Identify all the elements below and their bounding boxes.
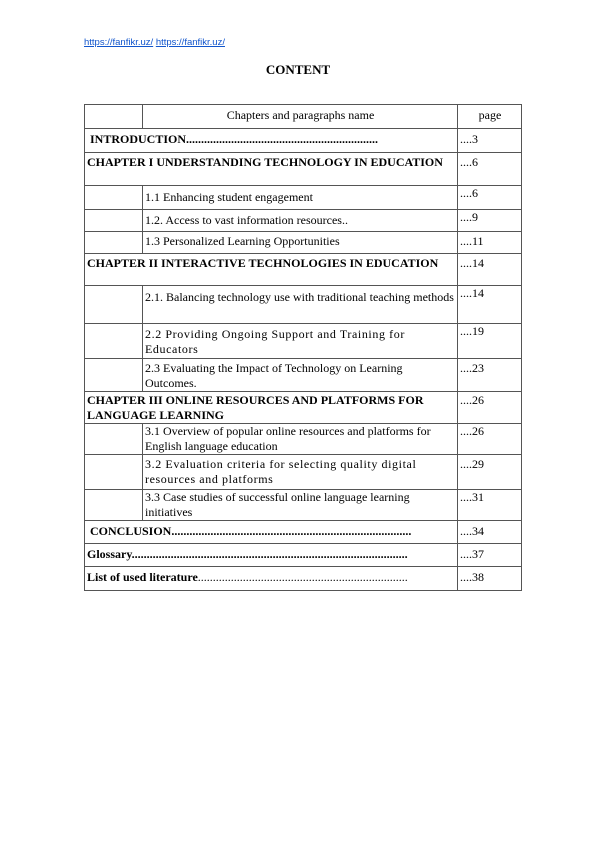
table-row xyxy=(85,359,522,392)
toc-entry-3-2[interactable]: 3.2 Evaluation criteria for selecting quality digital resources and platforms xyxy=(143,455,458,490)
table-row xyxy=(85,490,522,521)
indent-cell xyxy=(85,186,143,210)
table-row xyxy=(85,455,522,490)
table-row xyxy=(85,544,522,567)
table-row xyxy=(85,129,522,153)
indent-cell xyxy=(85,359,143,392)
toc-page-number: ....9 xyxy=(458,210,522,232)
toc-page-number: ....26 xyxy=(458,392,522,424)
table-row xyxy=(85,254,522,286)
indent-cell xyxy=(85,210,143,232)
table-row xyxy=(85,324,522,359)
table-row xyxy=(85,232,522,254)
table-row xyxy=(85,567,522,591)
toc-page-number: ....37 xyxy=(458,544,522,567)
toc-entry-literature-leader: ...................................................................... xyxy=(197,570,408,584)
toc-entry-2-2[interactable]: 2.2 Providing Ongoing Support and Training for Educators xyxy=(143,324,458,359)
header-links xyxy=(84,37,225,48)
toc-entry-conclusion[interactable]: CONCLUSION................................................................................ xyxy=(85,521,458,544)
toc-entry-literature[interactable] xyxy=(85,567,458,591)
toc-entry-2-3[interactable]: 2.3 Evaluating the Impact of Technology on Learning Outcomes. xyxy=(143,359,458,392)
toc-entry-3-3[interactable]: 3.3 Case studies of successful online language learning initiatives xyxy=(143,490,458,521)
indent-cell xyxy=(85,324,143,359)
page-title: CONTENT xyxy=(265,62,331,77)
toc-page-number: ....14 xyxy=(458,286,522,324)
toc-entry-introduction[interactable]: INTRODUCTION................................................................ xyxy=(85,129,458,153)
toc-entry-1-2[interactable]: 1.2. Access to vast information resources.. xyxy=(143,210,458,232)
indent-cell xyxy=(85,455,143,490)
toc-page-number: ....19 xyxy=(458,324,522,359)
toc-page-number: ....26 xyxy=(458,424,522,455)
table-row xyxy=(85,521,522,544)
toc-page-number: ....31 xyxy=(458,490,522,521)
toc-page-number: ....6 xyxy=(458,186,522,210)
column-header-chapters: Chapters and paragraphs name xyxy=(143,105,458,129)
toc-page-number: ....11 xyxy=(458,232,522,254)
indent-cell xyxy=(85,232,143,254)
table-row xyxy=(85,392,522,424)
toc-page-number: ....3 xyxy=(458,129,522,153)
toc-page-number: ....38 xyxy=(458,567,522,591)
header-link-1[interactable]: https://fanfikr.uz/ xyxy=(84,37,154,48)
toc-entry-chapter-1[interactable]: CHAPTER I UNDERSTANDING TECHNOLOGY IN EDUCATION xyxy=(85,153,458,186)
toc-page-number: ....23 xyxy=(458,359,522,392)
table-row xyxy=(85,424,522,455)
contents-table xyxy=(84,104,522,591)
table-row xyxy=(85,210,522,232)
indent-cell xyxy=(85,424,143,455)
indent-cell xyxy=(85,490,143,521)
blank-cell xyxy=(85,105,143,129)
toc-page-number: ....14 xyxy=(458,254,522,286)
toc-page-number: ....6 xyxy=(458,153,522,186)
column-header-page: page xyxy=(458,105,522,129)
toc-entry-1-1[interactable]: 1.1 Enhancing student engagement xyxy=(143,186,458,210)
indent-cell xyxy=(85,286,143,324)
toc-page-number: ....34 xyxy=(458,521,522,544)
table-row xyxy=(85,153,522,186)
toc-entry-2-1[interactable]: 2.1. Balancing technology use with traditional teaching methods xyxy=(143,286,458,324)
toc-page-number: ....29 xyxy=(458,455,522,490)
toc-entry-chapter-2[interactable]: CHAPTER II INTERACTIVE TECHNOLOGIES IN EDUCATION xyxy=(85,254,458,286)
toc-entry-literature-label: List of used literature xyxy=(87,570,198,584)
table-row xyxy=(85,186,522,210)
toc-entry-1-3[interactable]: 1.3 Personalized Learning Opportunities xyxy=(143,232,458,254)
toc-entry-chapter-3[interactable]: CHAPTER III ONLINE RESOURCES AND PLATFORMS FOR LANGUAGE LEARNING xyxy=(85,392,458,424)
toc-entry-glossary[interactable]: Glossary............................................................................................ xyxy=(85,544,458,567)
toc-entry-3-1[interactable]: 3.1 Overview of popular online resources and platforms for English language education xyxy=(143,424,458,455)
table-row xyxy=(85,286,522,324)
header-link-2[interactable]: https://fanfikr.uz/ xyxy=(155,37,225,48)
table-header-row xyxy=(85,105,522,129)
